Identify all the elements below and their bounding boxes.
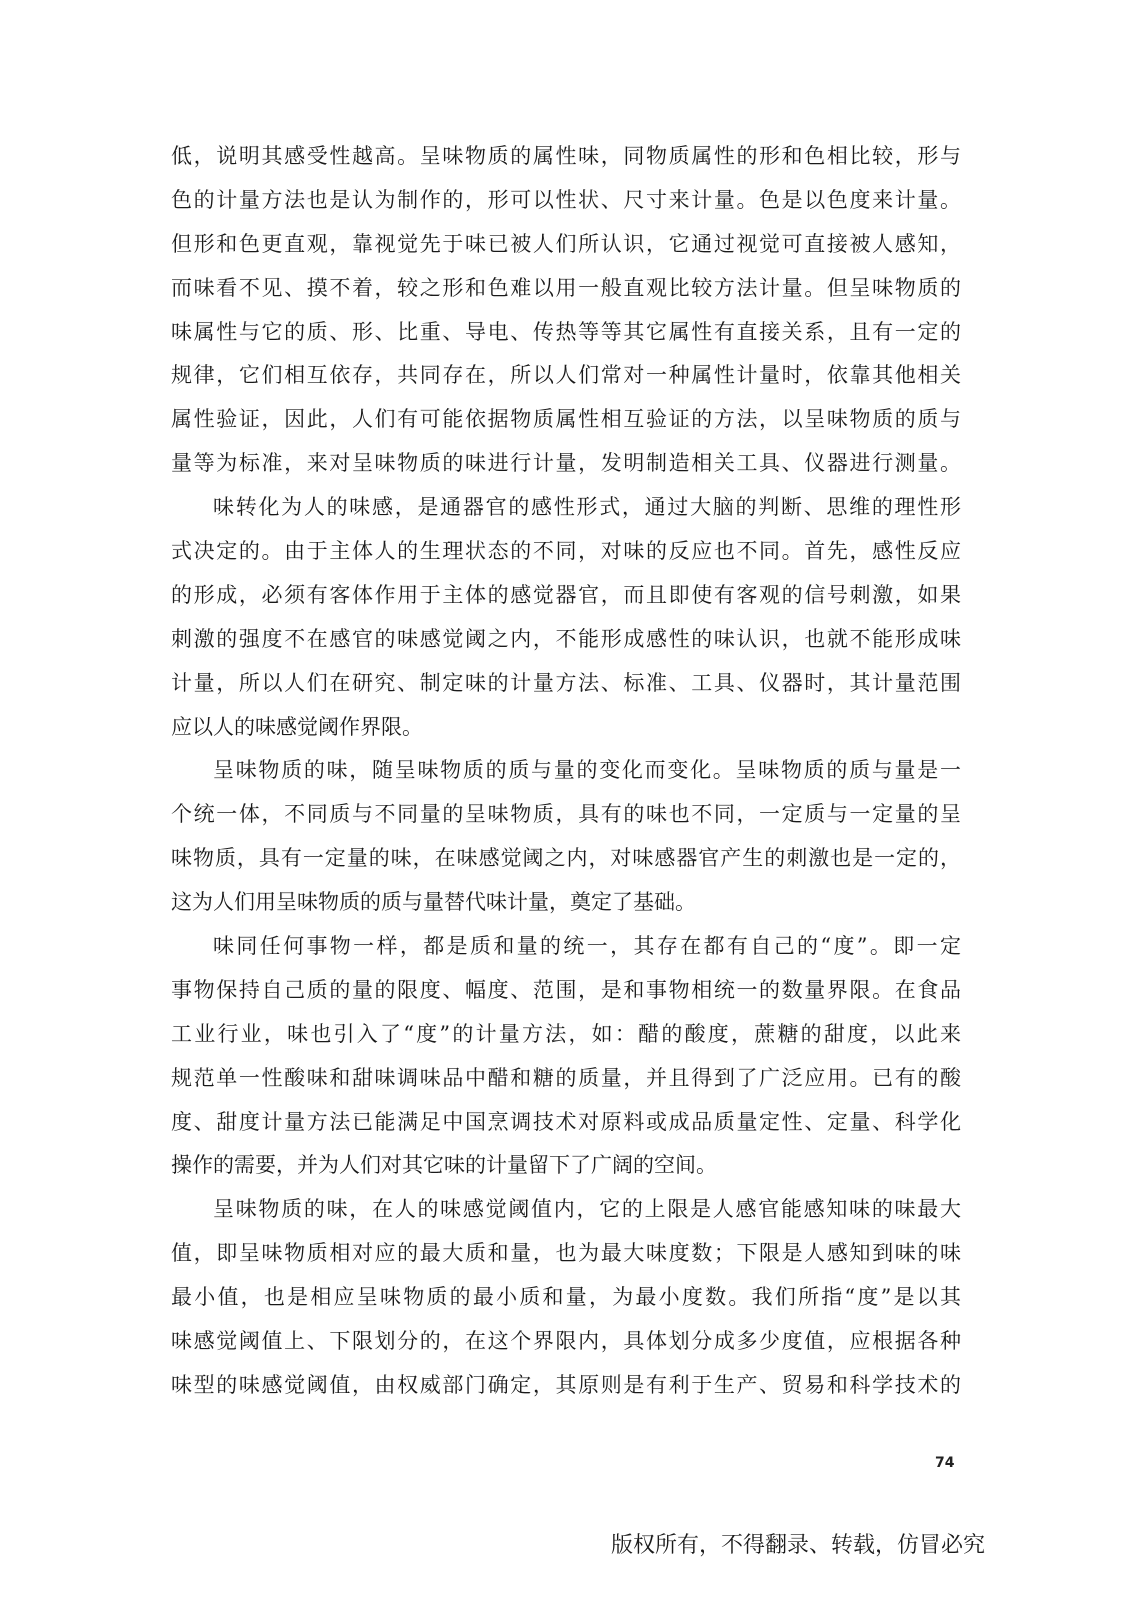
text-line: 味转化为人的味感，是通器官的感性形式，通过大脑的判断、思维的理性形 xyxy=(213,495,961,520)
text-line: 但形和色更直观，靠视觉先于味已被人们所认识，它通过视觉可直接被人感知， xyxy=(171,231,961,256)
text-line: 个统一体，不同质与不同量的呈味物质，具有的味也不同，一定质与一定量的呈 xyxy=(171,802,961,827)
text-line: 规律，它们相互依存，共同存在，所以人们常对一种属性计量时，依靠其他相关 xyxy=(171,363,961,388)
text-line: 应以人的味感觉阈作界限。 xyxy=(171,714,423,739)
text-line: 计量，所以人们在研究、制定味的计量方法、标准、工具、仪器时，其计量范围 xyxy=(171,670,961,695)
text-line: 的形成，必须有客体作用于主体的感觉器官，而且即使有客观的信号刺激，如果 xyxy=(171,582,961,607)
text-line: 味物质，具有一定量的味，在味感觉阈之内，对味感器官产生的刺激也是一定的， xyxy=(171,846,961,871)
text-line: 呈味物质的味，随呈味物质的质与量的变化而变化。呈味物质的质与量是一 xyxy=(213,758,961,783)
text-line: 事物保持自己质的量的限度、幅度、范围，是和事物相统一的数量界限。在食品 xyxy=(171,977,961,1002)
body-text xyxy=(171,135,961,1408)
text-line: 工业行业，味也引入了“度”的计量方法，如：醋的酸度，蔗糖的甜度，以此来 xyxy=(171,1021,961,1046)
text-line: 味型的味感觉阈值，由权威部门确定，其原则是有利于生产、贸易和科学技术的 xyxy=(171,1372,961,1397)
text-line: 刺激的强度不在感官的味感觉阈之内，不能形成感性的味认识，也就不能形成味 xyxy=(171,626,961,651)
page-number: 74 xyxy=(935,1455,955,1471)
text-line: 值，即呈味物质相对应的最大质和量，也为最大味度数；下限是人感知到味的味 xyxy=(171,1241,961,1266)
text-line: 色的计量方法也是认为制作的，形可以性状、尺寸来计量。色是以色度来计量。 xyxy=(171,187,961,212)
text-line: 最小值，也是相应呈味物质的最小质和量，为最小度数。我们所指“度”是以其 xyxy=(171,1285,961,1310)
text-line: 操作的需要，并为人们对其它味的计量留下了广阔的空间。 xyxy=(171,1153,717,1178)
text-line: 低，说明其感受性越高。呈味物质的属性味，同物质属性的形和色相比较，形与 xyxy=(171,144,961,168)
text-line: 呈味物质的味，在人的味感觉阈值内，它的上限是人感官能感知味的味最大 xyxy=(213,1197,961,1222)
text-line: 规范单一性酸味和甜味调味品中醋和糖的质量，并且得到了广泛应用。已有的酸 xyxy=(171,1065,961,1090)
copyright-notice: 版权所有，不得翻录、转载，仿冒必究 xyxy=(610,1533,985,1558)
text-line: 度、甜度计量方法已能满足中国烹调技术对原料或成品质量定性、定量、科学化 xyxy=(171,1109,961,1134)
text-line: 这为人们用呈味物质的质与量替代味计量，奠定了基础。 xyxy=(171,890,696,915)
text-line: 式决定的。由于主体人的生理状态的不同，对味的反应也不同。首先，感性反应 xyxy=(171,539,961,564)
text-line: 味属性与它的质、形、比重、导电、传热等等其它属性有直接关系，且有一定的 xyxy=(171,319,961,344)
text-line: 量等为标准，来对呈味物质的味进行计量，发明制造相关工具、仪器进行测量。 xyxy=(171,451,961,476)
text-line: 味感觉阈值上、下限划分的，在这个界限内，具体划分成多少度值，应根据各种 xyxy=(171,1329,961,1354)
text-line: 属性验证，因此，人们有可能依据物质属性相互验证的方法，以呈味物质的质与 xyxy=(171,407,961,432)
text-line: 而味看不见、摸不着，较之形和色难以用一般直观比较方法计量。但呈味物质的 xyxy=(171,275,961,300)
text-line: 味同任何事物一样，都是质和量的统一，其存在都有自己的“度”。即一定 xyxy=(213,934,961,959)
